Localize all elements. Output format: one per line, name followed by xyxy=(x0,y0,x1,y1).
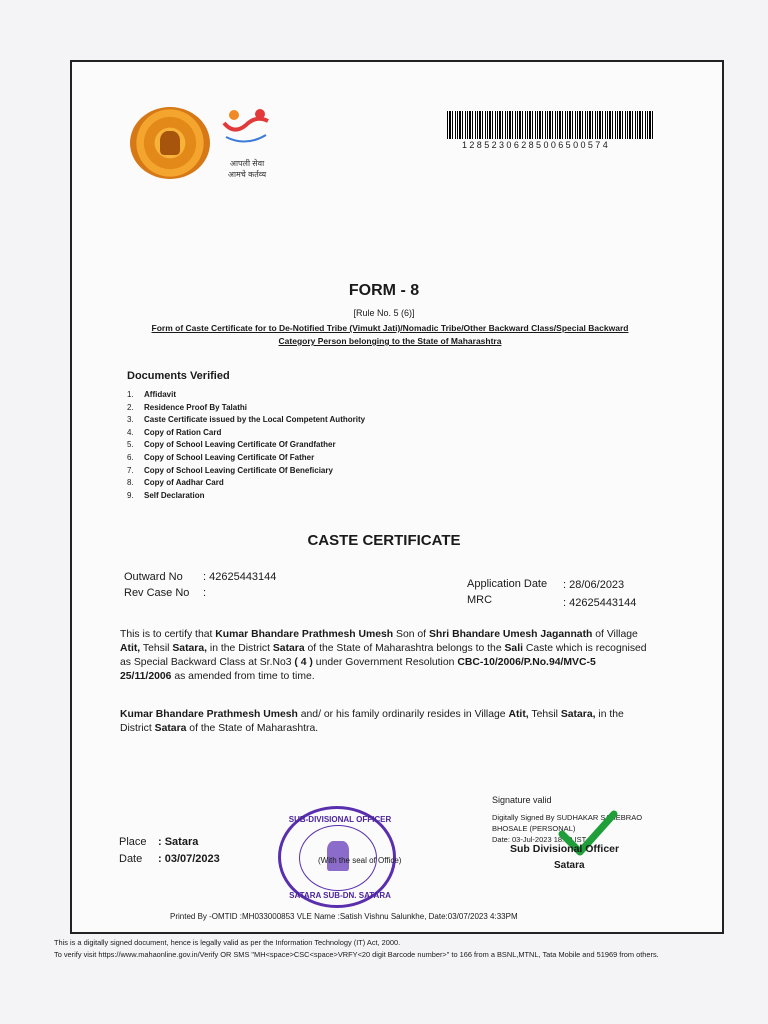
list-item: 4. Copy of Ration Card xyxy=(127,427,222,437)
documents-heading: Documents Verified xyxy=(127,370,230,382)
legal-note: This is a digitally signed document, hence is legally valid as per the Information Technology (IT) Act, 2000. xyxy=(54,938,401,947)
certificate-title: CASTE CERTIFICATE xyxy=(307,532,461,549)
list-item: 2. Residence Proof By Talathi xyxy=(127,402,247,412)
list-item: 6. Copy of School Leaving Certificate Of Father xyxy=(127,452,315,462)
logo-caption-line2: आमचे कर्तव्य xyxy=(227,170,267,179)
father-name: Shri Bhandare Umesh Jagannath xyxy=(428,629,593,640)
rev-case-label: Rev Case No xyxy=(124,587,190,599)
government-resolution: CBC-10/2006/P.No.94/MVC-5 25/11/2006 xyxy=(120,657,596,682)
mrc-value: : 42625443144 xyxy=(563,597,637,609)
documents-list xyxy=(127,389,365,502)
application-date-value: : 28/06/2023 xyxy=(563,579,625,591)
printed-by-line: Printed By -OMTID :MH033000853 VLE Name :Satish Vishnu Salunkhe, Date:03/07/2023 4:33PM xyxy=(170,912,518,921)
mrc-label: MRC xyxy=(467,594,493,606)
rev-case-value: : xyxy=(203,587,207,599)
outward-value: : 42625443144 xyxy=(203,571,277,583)
list-item: 3. Caste Certificate issued by the Local Competent Authority xyxy=(127,415,366,425)
list-item: 9. Self Declaration xyxy=(127,490,205,500)
stamp-bottom-text: SATARA SUB-DN. SATARA xyxy=(289,891,391,900)
outward-label: Outward No xyxy=(124,571,183,583)
date-value: : 03/07/2023 xyxy=(158,853,220,865)
maharashtra-seal-logo xyxy=(130,107,210,179)
beneficiary-name: Kumar Bhandare Prathmesh Umesh xyxy=(215,629,394,640)
rule-number: [Rule No. 5 (6)] xyxy=(353,308,415,318)
barcode xyxy=(447,111,655,139)
residence-paragraph: Kumar Bhandare Prathmesh Umesh and/ or his family ordinarily resides in Village Atit, Tehsil Satara, in the District Satara of the State of Maharashtra. xyxy=(120,709,624,734)
caste-name: Sali xyxy=(504,643,523,654)
list-item: 8. Copy of Aadhar Card xyxy=(127,478,224,488)
date-label: Date xyxy=(119,853,143,865)
officer-title: Sub Divisional Officer xyxy=(510,843,620,855)
list-item: 7. Copy of School Leaving Certificate Of Beneficiary xyxy=(127,465,333,475)
logo-caption xyxy=(222,158,272,180)
aaple-sarkar-logo xyxy=(220,107,272,147)
list-item: 5. Copy of School Leaving Certificate Of Grandfather xyxy=(127,440,336,450)
application-date-label: Application Date xyxy=(467,578,548,590)
place-value: : Satara xyxy=(158,836,199,848)
digital-signature-block: Digitally Signed By SUDHAKAR SAHEBRAO BHOSALE (PERSONAL) Date: 03-Jul-2023 18:30 IST xyxy=(492,813,643,844)
form-description: Form of Caste Certificate for to De-Notified Tribe (Vimukt Jati)/Nomadic Tribe/Other Backward Class/Special Backward Category Person belonging to the State of Maharashtra xyxy=(151,323,629,346)
logo-caption-line1: आपली सेवा xyxy=(229,159,265,168)
form-title: FORM - 8 xyxy=(348,282,420,299)
stamp-top-text: SUB-DIVISIONAL OFFICER xyxy=(288,815,392,824)
officer-place: Satara xyxy=(554,860,585,871)
list-item: 1. Affidavit xyxy=(127,390,176,399)
seal-note: (With the seal of Office) xyxy=(318,856,402,865)
certification-paragraph: This is to certify that Kumar Bhandare Prathmesh Umesh Son of Shri Bhandare Umesh Jagannath of Village Atit, Tehsil Satara, in the District Satara of the State of Maharashtra belongs to the Sali Caste which is recognised as Special Backward Class at Sr.No3 ( 4 ) under Government Resolution CBC-10/2006/P.No.94/MVC-5 25/11/2006 as amended from time to time. xyxy=(120,629,647,682)
verification-note: To verify visit https://www.mahaonline.gov.in/Verify OR SMS "MH<space>CSC<space>VRFY<20 digit Barcode number>" to 166 from a BSNL,MTNL, Tata Mobile and 51969 from others. xyxy=(54,950,659,959)
barcode-number: 12852306285006500574 xyxy=(462,140,611,150)
place-label: Place xyxy=(119,836,147,848)
signature-valid-label: Signature valid xyxy=(492,795,552,805)
